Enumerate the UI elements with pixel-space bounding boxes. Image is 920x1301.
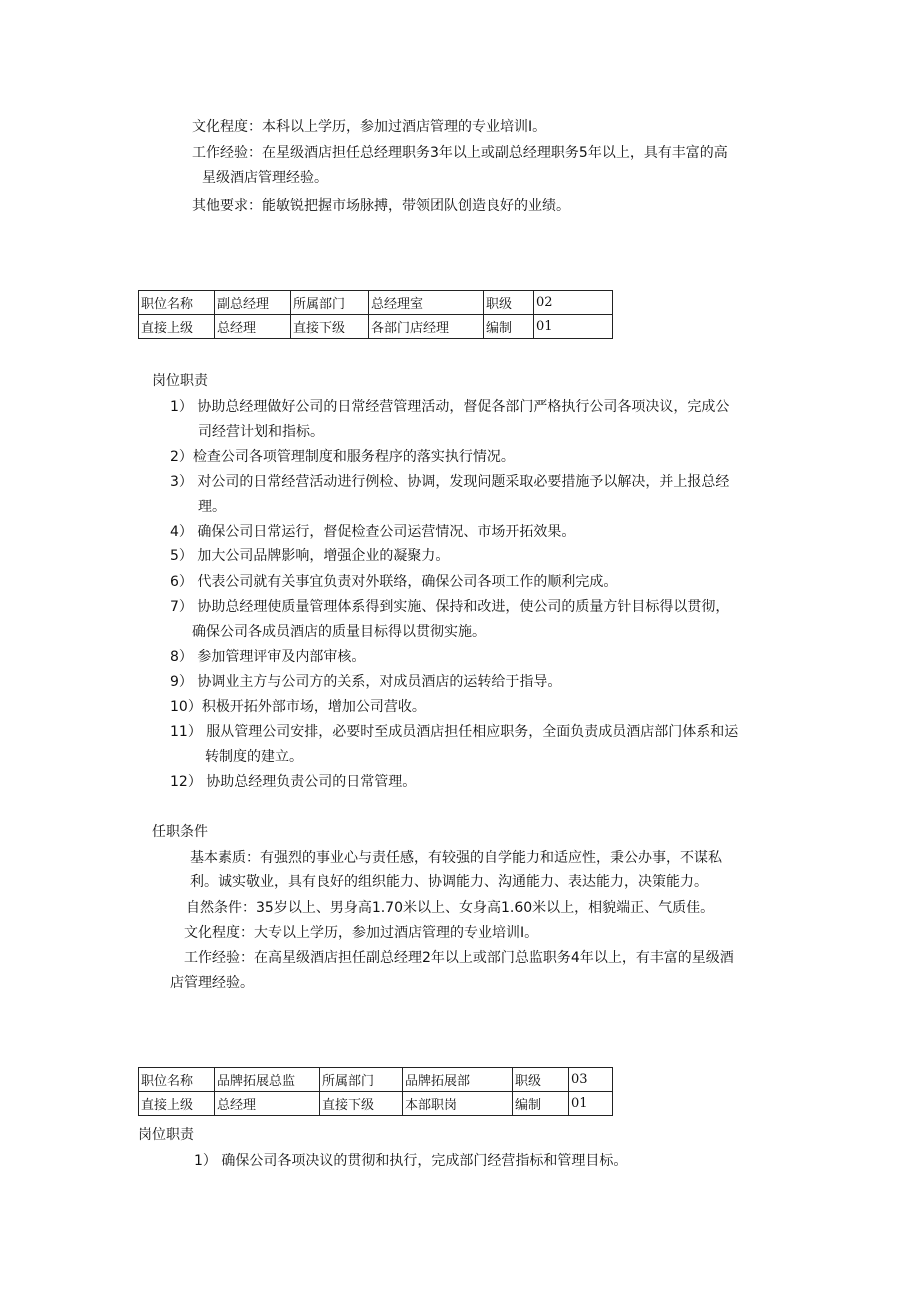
req-basic-quality-cont: 利。诚实敬业，具有良好的组织能力、协调能力、沟通能力、表达能力，决策能力。 xyxy=(190,874,708,890)
position3-info-table xyxy=(138,1067,613,1116)
table-row xyxy=(139,1092,613,1116)
label-grade: 职级 xyxy=(484,291,534,315)
req-experience: 工作经验：在高星级酒店担任副总经理2年以上或部门总监职务4年以上，有丰富的星级酒 xyxy=(184,950,734,966)
value-direct-superior: 总经理 xyxy=(215,1092,320,1116)
duty-item: 7） 协助总经理使质量管理体系得到实施、保持和改进，使公司的质量方针目标得以贯彻， xyxy=(170,599,730,615)
req-experience-cont: 店管理经验。 xyxy=(170,975,254,991)
duty-item-cont: 司经营计划和指标。 xyxy=(198,424,324,440)
value-grade: 02 xyxy=(534,291,613,315)
label-direct-superior: 直接上级 xyxy=(139,315,215,339)
duty-item: 10）积极开拓外部市场，增加公司营收。 xyxy=(170,699,426,715)
label-position-name: 职位名称 xyxy=(139,291,215,315)
label-department: 所属部门 xyxy=(320,1068,403,1092)
value-direct-superior: 总经理 xyxy=(215,315,291,339)
value-position-name: 副总经理 xyxy=(215,291,291,315)
intro-other: 其他要求：能敏锐把握市场脉搏，带领团队创造良好的业绩。 xyxy=(192,198,570,214)
label-direct-subordinate: 直接下级 xyxy=(320,1092,403,1116)
value-direct-subordinate: 本部职岗 xyxy=(403,1092,513,1116)
value-direct-subordinate: 各部门店经理 xyxy=(369,315,484,339)
position2-duties-heading: 岗位职责 xyxy=(152,373,208,389)
value-headcount: 01 xyxy=(569,1092,613,1116)
duty-item-cont: 转制度的建立。 xyxy=(205,749,303,765)
duty-item: 2）检查公司各项管理制度和服务程序的落实执行情况。 xyxy=(170,449,515,465)
duty-item: 6） 代表公司就有关事宜负责对外联络，确保公司各项工作的顺利完成。 xyxy=(170,574,618,590)
position2-requirements-heading: 任职条件 xyxy=(152,824,208,840)
duty-item: 4） 确保公司日常运行，督促检查公司运营情况、市场开拓效果。 xyxy=(170,524,576,540)
table-row xyxy=(139,291,613,315)
duty-item-cont: 理。 xyxy=(198,499,226,515)
position2-info-table xyxy=(138,290,613,339)
table-row xyxy=(139,1068,613,1092)
intro-education: 文化程度：本科以上学历，参加过酒店管理的专业培训I。 xyxy=(192,119,547,135)
position3-duties-heading: 岗位职责 xyxy=(138,1127,194,1143)
intro-experience-line2: 星级酒店管理经验。 xyxy=(202,170,328,186)
value-headcount: 01 xyxy=(534,315,613,339)
label-headcount: 编制 xyxy=(484,315,534,339)
label-position-name: 职位名称 xyxy=(139,1068,215,1092)
duty-item: 1） 协助总经理做好公司的日常经营管理活动，督促各部门严格执行公司各项决议，完成公 xyxy=(170,399,730,415)
req-natural-conditions: 自然条件：35岁以上、男身高1.70米以上、女身高1.60米以上，相貌端正、气质佳。 xyxy=(186,900,715,916)
value-department: 品牌拓展部 xyxy=(403,1068,513,1092)
duty-item-cont: 确保公司各成员酒店的质量目标得以贯彻实施。 xyxy=(192,624,486,640)
label-department: 所属部门 xyxy=(291,291,369,315)
value-position-name: 品牌拓展总监 xyxy=(215,1068,320,1092)
duty-item: 3） 对公司的日常经营活动进行例检、协调，发现问题采取必要措施予以解决，并上报总经 xyxy=(170,474,730,490)
req-education: 文化程度：大专以上学历，参加过酒店管理的专业培训I。 xyxy=(184,925,539,941)
label-grade: 职级 xyxy=(513,1068,569,1092)
intro-experience-line1: 工作经验：在星级酒店担任总经理职务3年以上或副总经理职务5年以上，具有丰富的高 xyxy=(192,145,728,161)
label-direct-superior: 直接上级 xyxy=(139,1092,215,1116)
value-grade: 03 xyxy=(569,1068,613,1092)
duty-item: 5） 加大公司品牌影响，增强企业的凝聚力。 xyxy=(170,548,450,564)
table-row xyxy=(139,315,613,339)
duty-item: 8） 参加管理评审及内部审核。 xyxy=(170,649,366,665)
label-headcount: 编制 xyxy=(513,1092,569,1116)
duty-item: 9） 协调业主方与公司方的关系，对成员酒店的运转给于指导。 xyxy=(170,674,562,690)
duty-item: 1） 确保公司各项决议的贯彻和执行，完成部门经营指标和管理目标。 xyxy=(194,1153,628,1169)
req-basic-quality: 基本素质：有强烈的事业心与责任感，有较强的自学能力和适应性，秉公办事，不谋私 xyxy=(190,850,722,866)
value-department: 总经理室 xyxy=(369,291,484,315)
duty-item: 12） 协助总经理负责公司的日常管理。 xyxy=(170,774,417,790)
duty-item: 11） 服从管理公司安排，必要时至成员酒店担任相应职务，全面负责成员酒店部门体系和运 xyxy=(170,724,739,740)
label-direct-subordinate: 直接下级 xyxy=(291,315,369,339)
